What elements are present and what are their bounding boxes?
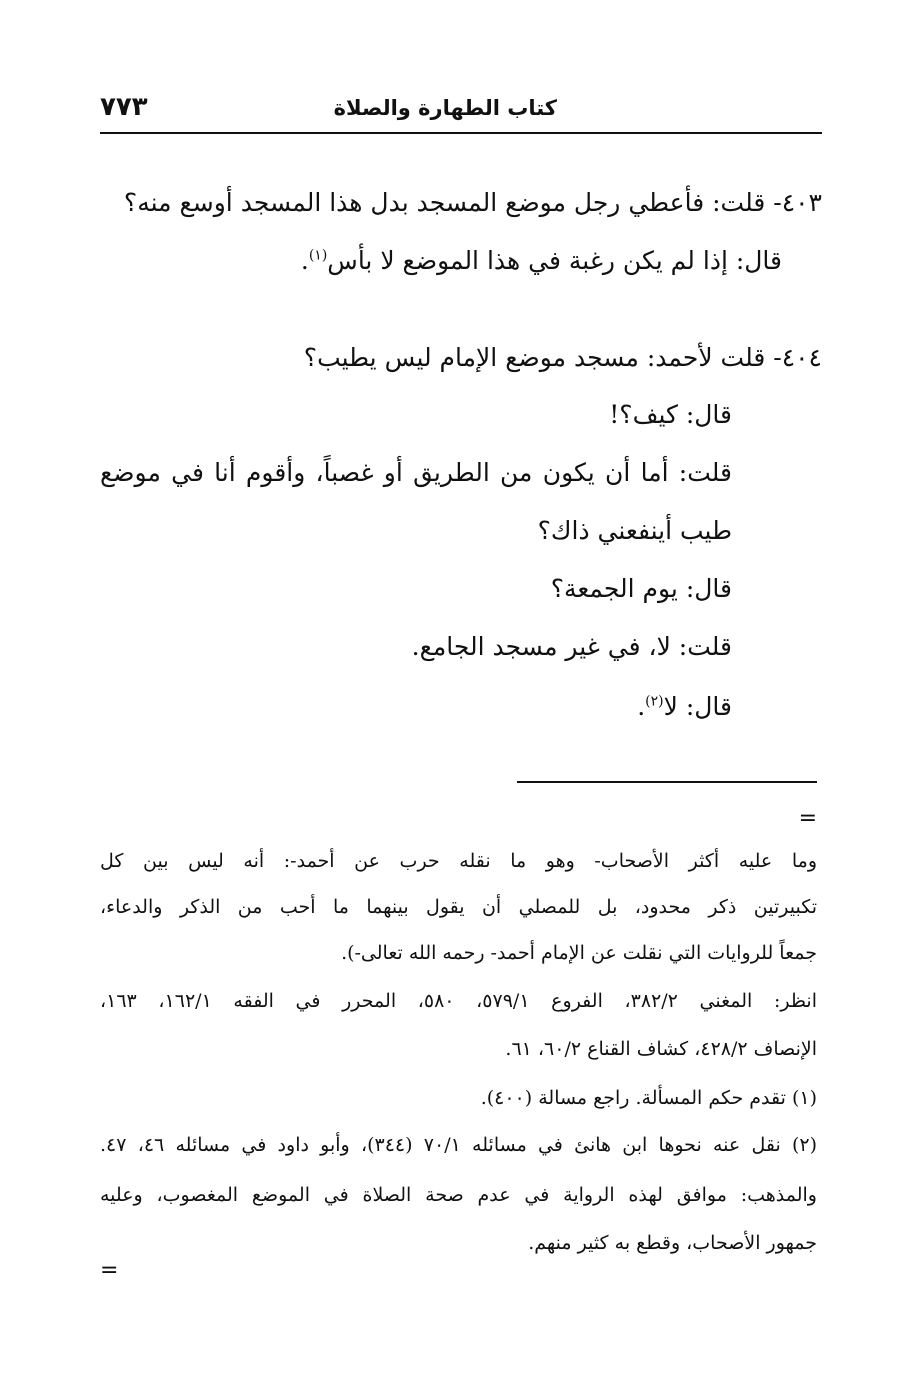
- answer-404-final-text: قال: لا: [663, 692, 732, 721]
- footnote-line-3: جمعاً للروايات التي نقلت عن الإمام أحمد- رحمه الله تعالى-).: [341, 942, 817, 964]
- footnote-2-line-2: والمذهب: موافق لهذه الرواية في عدم صحة الصلاة في الموضع المغصوب، وعليه: [100, 1184, 817, 1206]
- answer-403-period: .: [300, 246, 309, 275]
- answer-404-line-1: قال: كيف؟!: [609, 400, 732, 429]
- question-404-line-3: طيب أينفعني ذاك؟: [537, 516, 732, 545]
- running-title: كتاب الطهارة والصلاة: [333, 96, 557, 120]
- footnote-line-4: انظر: المغني ٣٨٢/٢، الفروع ٥٧٩/١، ٥٨٠، المحرر في الفقه ١٦٢/١، ١٦٣،: [100, 990, 817, 1012]
- footnote-continuation-mark: =: [798, 806, 817, 831]
- footnote-ref-2: (٢): [645, 693, 664, 710]
- question-403-line: ٤٠٣- قلت: فأعطي رجل موضع المسجد بدل هذا المسجد أوسع منه؟: [123, 188, 822, 217]
- footnote-line-1: وما عليه أكثر الأصحاب- وهو ما نقله حرب عن أحمد-: أنه ليس بين كل: [100, 850, 817, 872]
- footnote-end-mark: =: [100, 1258, 119, 1283]
- question-404-line-2: قلت: أما أن يكون من الطريق أو غصباً، وأقوم أنا في موضع: [100, 458, 732, 487]
- answer-404-line-2: قال: يوم الجمعة؟: [550, 574, 732, 603]
- footnote-2-line-3: جمهور الأصحاب، وقطع به كثير منهم.: [528, 1232, 817, 1254]
- footnote-divider: [517, 781, 817, 783]
- question-404-line: ٤٠٤- قلت لأحمد: مسجد موضع الإمام ليس يطيب؟: [303, 343, 822, 372]
- footnote-line-5: الإنصاف ٤٢٨/٢، كشاف القناع ٦٠/٢، ٦١.: [505, 1038, 817, 1060]
- footnote-1: (١) تقدم حكم المسألة. راجع مسالة (٤٠٠).: [480, 1087, 817, 1109]
- footnote-line-2: تكبيرتين ذكر محدود، بل للمصلي أن يقول بينهما ما أحب من الذكر والدعاء،: [100, 896, 817, 918]
- page-number: ٧٧٣: [100, 92, 148, 122]
- answer-403-line: [301, 241, 782, 281]
- page-header: [100, 92, 822, 134]
- footnote-ref-1: (١): [308, 247, 328, 264]
- question-404-line-4: قلت: لا، في غير مسجد الجامع.: [411, 632, 732, 661]
- answer-404-line-3: [637, 687, 732, 727]
- footnote-2-line-1: (٢) نقل عنه نحوها ابن هانئ في مسائله ٧٠/١ (٣٤٤)، وأبو داود في مسائله ٤٦، ٤٧.: [100, 1134, 818, 1156]
- answer-403-text: قال: إذا لم يكن رغبة في هذا الموضع لا بأس: [327, 246, 782, 275]
- answer-404-period: .: [637, 692, 646, 721]
